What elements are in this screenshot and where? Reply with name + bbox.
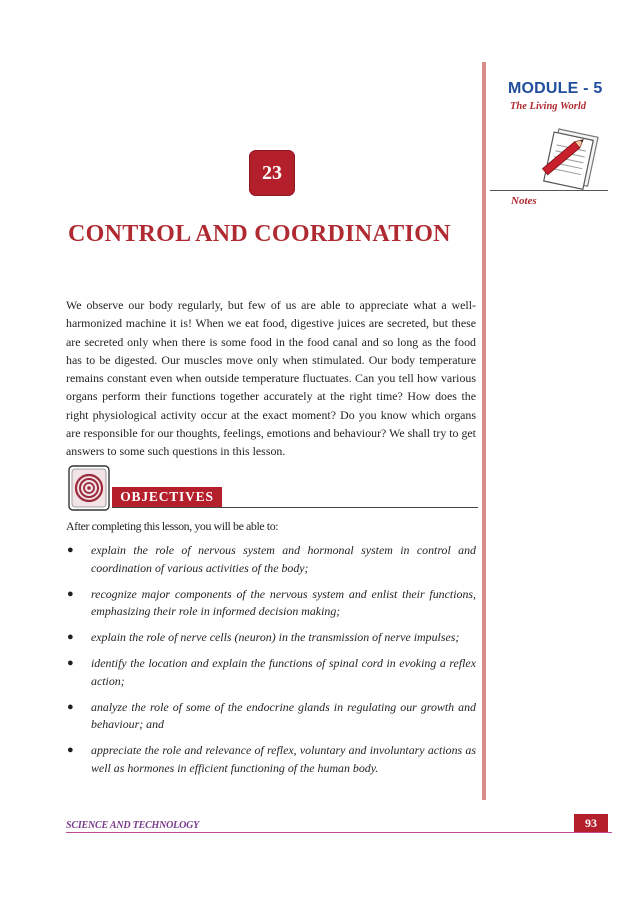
objective-item: [66, 629, 476, 647]
notes-label: Notes: [511, 195, 537, 207]
footer-rule: [66, 832, 612, 833]
bullet-icon: ●: [67, 631, 74, 644]
bullet-icon: ●: [67, 656, 74, 669]
objective-item: [66, 586, 476, 622]
objective-text: appreciate the role and relevance of reflex, voluntary and involuntary actions as well as hormones in efficient functioning of the human body.: [91, 743, 476, 775]
target-icon: [68, 465, 110, 511]
chapter-number-badge: 23: [249, 150, 295, 196]
objective-item: [66, 542, 476, 578]
objective-item: [66, 699, 476, 735]
objective-text: analyze the role of some of the endocrine glands in regulating our growth and behaviour; and: [91, 699, 476, 732]
objectives-intro: After completing this lesson, you will be able to:: [66, 519, 279, 533]
module-title: MODULE - 5: [508, 80, 603, 97]
objective-text: recognize major components of the nervous system and enlist their functions, emphasizing their role in informed decision making;: [91, 586, 476, 619]
notebook-pencil-icon: [535, 125, 607, 191]
objective-text: explain the role of nervous system and hormonal system in control and coordination of various activities of the body;: [91, 543, 476, 575]
notes-divider: [490, 190, 608, 191]
objectives-list: [66, 542, 476, 786]
intro-paragraph: We observe our body regularly, but few of us are able to appreciate what a well-harmonized machine it is! When we eat food, digestive juices are secreted, but these are secreted only when there is some food in the food canal and so long as the food has to be digested. Our muscles move only when stimulated. Our body temperature remains constant even when outside temperature fluctuates. Can you tell how various organs perform their functions together accurately at the right time? How does the right physiological activity occur at the exact moment? Do you know which organs are responsible for our thoughts, feelings, emotions and behaviour? We shall try to get answers to some such questions in this lesson.: [66, 298, 476, 459]
chapter-title: CONTROL AND COORDINATION: [68, 221, 451, 247]
page-number: 93: [574, 814, 608, 832]
bullet-icon: ●: [67, 587, 74, 600]
objective-item: [66, 655, 476, 691]
objectives-underline: [112, 507, 478, 508]
objective-text: identify the location and explain the functions of spinal cord in evoking a reflex action;: [91, 655, 476, 688]
objective-item: [66, 742, 476, 778]
bullet-icon: ●: [67, 700, 74, 713]
objectives-heading: OBJECTIVES: [112, 487, 222, 507]
objective-text: explain the role of nerve cells (neuron) in the transmission of nerve impulses;: [91, 630, 460, 645]
bullet-icon: ●: [67, 544, 74, 556]
margin-divider: [482, 62, 486, 800]
footer-subject: SCIENCE AND TECHNOLOGY: [66, 820, 200, 831]
bullet-icon: ●: [67, 744, 74, 757]
module-subtitle: The Living World: [510, 101, 587, 112]
